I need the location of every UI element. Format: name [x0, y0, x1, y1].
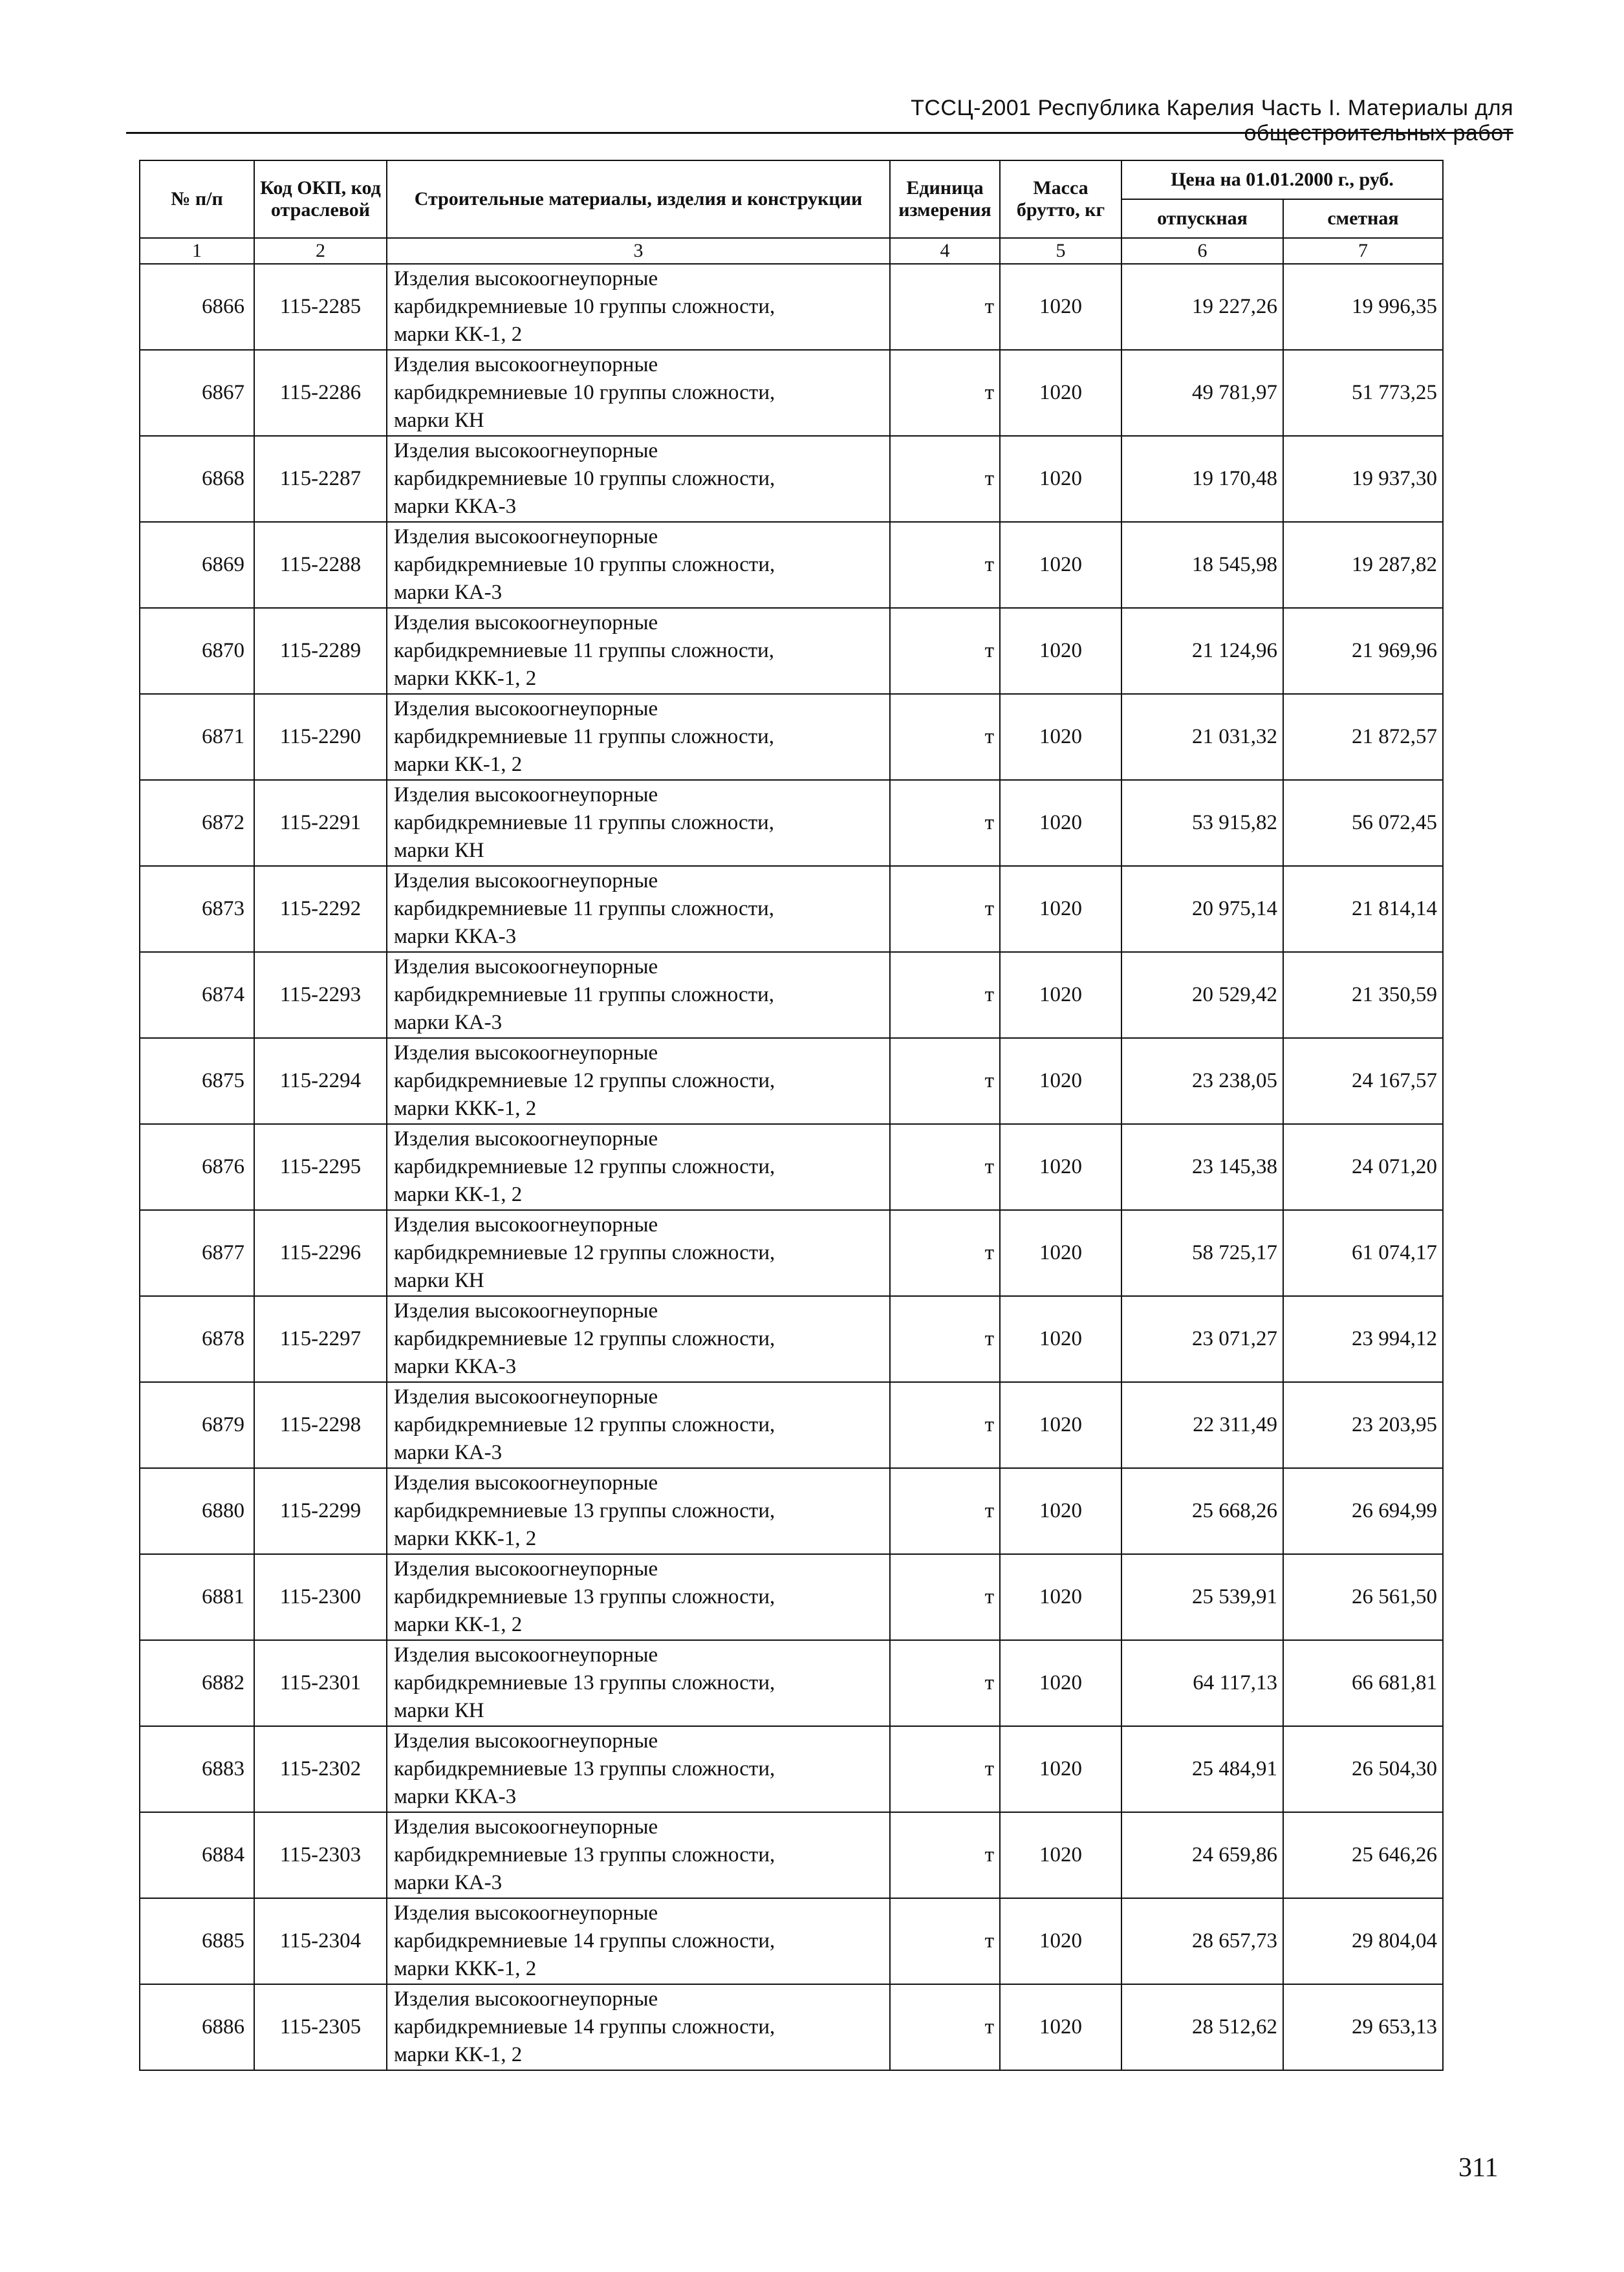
description-line: карбидкремниевые 13 группы сложности, — [394, 1671, 775, 1694]
row-description — [387, 436, 890, 522]
column-number: 5 — [1000, 238, 1121, 264]
row-number: 6876 — [140, 1124, 254, 1210]
description-line: марки ККК-1, 2 — [394, 1527, 537, 1550]
header-rule — [126, 132, 1513, 134]
header-desc: Строительные материалы, изделия и конструкции — [387, 160, 890, 238]
row-number: 6878 — [140, 1296, 254, 1382]
row-code: 115-2288 — [254, 522, 387, 608]
row-price-release: 25 484,91 — [1121, 1726, 1283, 1812]
row-mass: 1020 — [1000, 1640, 1121, 1726]
row-price-release: 23 238,05 — [1121, 1038, 1283, 1124]
table-row — [140, 522, 1443, 608]
row-description — [387, 264, 890, 350]
table-row — [140, 1210, 1443, 1296]
row-code: 115-2292 — [254, 866, 387, 952]
row-unit: т — [890, 522, 1000, 608]
column-number: 2 — [254, 238, 387, 264]
header-code: Код ОКП, код отраслевой — [254, 160, 387, 238]
description-line: марки КН — [394, 1699, 484, 1722]
row-price-release: 25 668,26 — [1121, 1468, 1283, 1554]
row-mass: 1020 — [1000, 1726, 1121, 1812]
description-line: Изделия высокоогнеупорные — [394, 1471, 658, 1495]
row-price-estimate: 24 071,20 — [1283, 1124, 1443, 1210]
row-price-release: 58 725,17 — [1121, 1210, 1283, 1296]
description-line: марки КА-3 — [394, 581, 503, 604]
row-unit: т — [890, 350, 1000, 436]
description-line: Изделия высокоогнеупорные — [394, 611, 658, 634]
row-description — [387, 350, 890, 436]
description-line: Изделия высокоогнеупорные — [394, 1385, 658, 1409]
table-row — [140, 1038, 1443, 1124]
row-mass: 1020 — [1000, 350, 1121, 436]
row-unit: т — [890, 1898, 1000, 1984]
price-table — [139, 160, 1444, 2071]
description-line: марки КК-1, 2 — [394, 323, 523, 346]
description-line: Изделия высокоогнеупорные — [394, 1299, 658, 1323]
row-unit: т — [890, 264, 1000, 350]
price-table-container — [139, 160, 1442, 2071]
row-price-release: 53 915,82 — [1121, 780, 1283, 866]
row-code: 115-2289 — [254, 608, 387, 694]
row-price-estimate: 56 072,45 — [1283, 780, 1443, 866]
header-price-group: Цена на 01.01.2000 г., руб. — [1121, 160, 1443, 199]
row-code: 115-2293 — [254, 952, 387, 1038]
description-line: Изделия высокоогнеупорные — [394, 1901, 658, 1925]
row-price-release: 22 311,49 — [1121, 1382, 1283, 1468]
description-line: марки ККА-3 — [394, 1355, 517, 1378]
row-price-release: 49 781,97 — [1121, 350, 1283, 436]
row-price-estimate: 29 653,13 — [1283, 1984, 1443, 2070]
row-price-estimate: 24 167,57 — [1283, 1038, 1443, 1124]
row-description — [387, 1382, 890, 1468]
description-line: Изделия высокоогнеупорные — [394, 1729, 658, 1753]
row-price-release: 23 071,27 — [1121, 1296, 1283, 1382]
row-price-estimate: 21 350,59 — [1283, 952, 1443, 1038]
row-description — [387, 608, 890, 694]
description-line: карбидкремниевые 10 группы сложности, — [394, 295, 775, 318]
description-line: карбидкремниевые 13 группы сложности, — [394, 1843, 775, 1866]
row-code: 115-2299 — [254, 1468, 387, 1554]
description-line: карбидкремниевые 12 группы сложности, — [394, 1413, 775, 1436]
row-unit: т — [890, 1382, 1000, 1468]
description-line: карбидкремниевые 11 группы сложности, — [394, 725, 775, 748]
row-description — [387, 694, 890, 780]
row-price-estimate: 25 646,26 — [1283, 1812, 1443, 1898]
row-price-release: 64 117,13 — [1121, 1640, 1283, 1726]
description-line: карбидкремниевые 12 группы сложности, — [394, 1069, 775, 1092]
row-price-estimate: 21 814,14 — [1283, 866, 1443, 952]
row-price-estimate: 51 773,25 — [1283, 350, 1443, 436]
description-line: марки КН — [394, 839, 484, 862]
row-number: 6881 — [140, 1554, 254, 1640]
page-number: 311 — [1458, 2153, 1499, 2183]
table-row — [140, 1468, 1443, 1554]
row-code: 115-2305 — [254, 1984, 387, 2070]
table-row — [140, 1124, 1443, 1210]
row-code: 115-2291 — [254, 780, 387, 866]
column-number: 4 — [890, 238, 1000, 264]
row-price-estimate: 61 074,17 — [1283, 1210, 1443, 1296]
description-line: марки КА-3 — [394, 1871, 503, 1894]
description-line: марки ККА-3 — [394, 925, 517, 948]
page-header-title: ТССЦ-2001 Республика Карелия Часть I. Материалы для общестроительных работ — [911, 96, 1513, 146]
header-price-estimate: сметная — [1283, 199, 1443, 238]
row-mass: 1020 — [1000, 1812, 1121, 1898]
row-description — [387, 1554, 890, 1640]
description-line: Изделия высокоогнеупорные — [394, 783, 658, 806]
row-number: 6866 — [140, 264, 254, 350]
row-unit: т — [890, 1210, 1000, 1296]
header-price-release: отпускная — [1121, 199, 1283, 238]
row-price-release: 19 170,48 — [1121, 436, 1283, 522]
row-mass: 1020 — [1000, 1296, 1121, 1382]
row-number: 6886 — [140, 1984, 254, 2070]
row-price-estimate: 21 969,96 — [1283, 608, 1443, 694]
row-price-estimate: 19 287,82 — [1283, 522, 1443, 608]
description-line: марки КН — [394, 1269, 484, 1292]
table-row — [140, 436, 1443, 522]
row-description — [387, 1984, 890, 2070]
row-unit: т — [890, 1812, 1000, 1898]
description-line: марки ККА-3 — [394, 1785, 517, 1808]
row-number: 6880 — [140, 1468, 254, 1554]
description-line: Изделия высокоогнеупорные — [394, 869, 658, 893]
row-number: 6877 — [140, 1210, 254, 1296]
description-line: марки КК-1, 2 — [394, 1613, 523, 1636]
column-numbers-row — [140, 238, 1443, 264]
row-description — [387, 1210, 890, 1296]
row-description — [387, 952, 890, 1038]
row-code: 115-2290 — [254, 694, 387, 780]
row-mass: 1020 — [1000, 436, 1121, 522]
description-line: Изделия высокоогнеупорные — [394, 1213, 658, 1237]
row-mass: 1020 — [1000, 608, 1121, 694]
description-line: карбидкремниевые 13 группы сложности, — [394, 1499, 775, 1522]
row-description — [387, 1468, 890, 1554]
row-price-estimate: 29 804,04 — [1283, 1898, 1443, 1984]
table-row — [140, 1640, 1443, 1726]
row-number: 6883 — [140, 1726, 254, 1812]
table-row — [140, 264, 1443, 350]
row-price-estimate: 19 937,30 — [1283, 436, 1443, 522]
row-unit: т — [890, 1726, 1000, 1812]
row-number: 6885 — [140, 1898, 254, 1984]
description-line: карбидкремниевые 11 группы сложности, — [394, 811, 775, 834]
row-number: 6867 — [140, 350, 254, 436]
row-mass: 1020 — [1000, 1382, 1121, 1468]
table-row — [140, 952, 1443, 1038]
row-price-estimate: 66 681,81 — [1283, 1640, 1443, 1726]
description-line: марки ККА-3 — [394, 495, 517, 518]
row-mass: 1020 — [1000, 780, 1121, 866]
table-row — [140, 780, 1443, 866]
row-code: 115-2302 — [254, 1726, 387, 1812]
row-description — [387, 1038, 890, 1124]
description-line: марки КА-3 — [394, 1011, 503, 1034]
row-number: 6884 — [140, 1812, 254, 1898]
description-line: Изделия высокоогнеупорные — [394, 1557, 658, 1581]
row-unit: т — [890, 608, 1000, 694]
description-line: карбидкремниевые 12 группы сложности, — [394, 1155, 775, 1178]
table-row — [140, 1984, 1443, 2070]
table-row — [140, 694, 1443, 780]
row-price-release: 24 659,86 — [1121, 1812, 1283, 1898]
row-number: 6870 — [140, 608, 254, 694]
row-unit: т — [890, 1468, 1000, 1554]
description-line: карбидкремниевые 11 группы сложности, — [394, 897, 775, 920]
row-unit: т — [890, 1038, 1000, 1124]
row-price-release: 20 529,42 — [1121, 952, 1283, 1038]
row-description — [387, 1898, 890, 1984]
table-row — [140, 866, 1443, 952]
row-mass: 1020 — [1000, 694, 1121, 780]
row-price-release: 21 124,96 — [1121, 608, 1283, 694]
table-body — [140, 264, 1443, 2070]
description-line: карбидкремниевые 13 группы сложности, — [394, 1757, 775, 1780]
description-line: Изделия высокоогнеупорные — [394, 439, 658, 462]
row-unit: т — [890, 1984, 1000, 2070]
row-code: 115-2296 — [254, 1210, 387, 1296]
column-number: 3 — [387, 238, 890, 264]
row-number: 6871 — [140, 694, 254, 780]
description-line: марки ККК-1, 2 — [394, 1957, 537, 1980]
column-number: 7 — [1283, 238, 1443, 264]
description-line: Изделия высокоогнеупорные — [394, 267, 658, 290]
description-line: Изделия высокоогнеупорные — [394, 1041, 658, 1065]
row-number: 6868 — [140, 436, 254, 522]
table-row — [140, 608, 1443, 694]
column-number: 6 — [1121, 238, 1283, 264]
table-header — [140, 160, 1443, 264]
description-line: марки КН — [394, 409, 484, 432]
row-price-estimate: 26 561,50 — [1283, 1554, 1443, 1640]
table-row — [140, 1812, 1443, 1898]
row-price-estimate: 23 203,95 — [1283, 1382, 1443, 1468]
description-line: Изделия высокоогнеупорные — [394, 525, 658, 548]
table-row — [140, 1898, 1443, 1984]
table-row — [140, 1554, 1443, 1640]
row-code: 115-2297 — [254, 1296, 387, 1382]
row-price-estimate: 23 994,12 — [1283, 1296, 1443, 1382]
row-number: 6875 — [140, 1038, 254, 1124]
table-row — [140, 1296, 1443, 1382]
description-line: карбидкремниевые 14 группы сложности, — [394, 2015, 775, 2039]
row-description — [387, 1124, 890, 1210]
row-unit: т — [890, 1296, 1000, 1382]
row-price-release: 19 227,26 — [1121, 264, 1283, 350]
row-price-release: 23 145,38 — [1121, 1124, 1283, 1210]
description-line: Изделия высокоогнеупорные — [394, 955, 658, 979]
description-line: марки ККК-1, 2 — [394, 1097, 537, 1120]
description-line: карбидкремниевые 13 группы сложности, — [394, 1585, 775, 1608]
row-code: 115-2286 — [254, 350, 387, 436]
row-code: 115-2287 — [254, 436, 387, 522]
description-line: карбидкремниевые 12 группы сложности, — [394, 1327, 775, 1350]
row-price-estimate: 19 996,35 — [1283, 264, 1443, 350]
row-description — [387, 522, 890, 608]
row-description — [387, 866, 890, 952]
description-line: карбидкремниевые 11 группы сложности, — [394, 983, 775, 1006]
description-line: карбидкремниевые 12 группы сложности, — [394, 1241, 775, 1264]
row-number: 6872 — [140, 780, 254, 866]
row-number: 6882 — [140, 1640, 254, 1726]
description-line: марки КК-1, 2 — [394, 1183, 523, 1206]
row-unit: т — [890, 1124, 1000, 1210]
row-number: 6879 — [140, 1382, 254, 1468]
row-price-release: 18 545,98 — [1121, 522, 1283, 608]
row-price-estimate: 26 694,99 — [1283, 1468, 1443, 1554]
row-code: 115-2294 — [254, 1038, 387, 1124]
description-line: карбидкремниевые 10 группы сложности, — [394, 381, 775, 404]
row-mass: 1020 — [1000, 952, 1121, 1038]
header-mass: Масса брутто, кг — [1000, 160, 1121, 238]
description-line: Изделия высокоогнеупорные — [394, 1127, 658, 1151]
column-number: 1 — [140, 238, 254, 264]
row-price-release: 25 539,91 — [1121, 1554, 1283, 1640]
row-price-release: 28 512,62 — [1121, 1984, 1283, 2070]
description-line: карбидкремниевые 11 группы сложности, — [394, 639, 775, 662]
row-mass: 1020 — [1000, 264, 1121, 350]
row-unit: т — [890, 694, 1000, 780]
row-unit: т — [890, 780, 1000, 866]
row-description — [387, 1640, 890, 1726]
table-row — [140, 1382, 1443, 1468]
row-mass: 1020 — [1000, 1898, 1121, 1984]
row-code: 115-2300 — [254, 1554, 387, 1640]
description-line: карбидкремниевые 10 группы сложности, — [394, 467, 775, 490]
row-code: 115-2301 — [254, 1640, 387, 1726]
row-mass: 1020 — [1000, 866, 1121, 952]
row-mass: 1020 — [1000, 1124, 1121, 1210]
row-code: 115-2285 — [254, 264, 387, 350]
description-line: карбидкремниевые 10 группы сложности, — [394, 553, 775, 576]
description-line: карбидкремниевые 14 группы сложности, — [394, 1929, 775, 1953]
row-code: 115-2298 — [254, 1382, 387, 1468]
description-line: марки КК-1, 2 — [394, 753, 523, 776]
row-code: 115-2295 — [254, 1124, 387, 1210]
table-row — [140, 350, 1443, 436]
row-code: 115-2303 — [254, 1812, 387, 1898]
row-description — [387, 1296, 890, 1382]
row-unit: т — [890, 436, 1000, 522]
description-line: Изделия высокоогнеупорные — [394, 697, 658, 720]
row-mass: 1020 — [1000, 1554, 1121, 1640]
row-price-estimate: 26 504,30 — [1283, 1726, 1443, 1812]
row-unit: т — [890, 1640, 1000, 1726]
header-num: № п/п — [140, 160, 254, 238]
row-mass: 1020 — [1000, 1984, 1121, 2070]
row-description — [387, 1726, 890, 1812]
description-line: Изделия высокоогнеупорные — [394, 1815, 658, 1839]
row-code: 115-2304 — [254, 1898, 387, 1984]
row-mass: 1020 — [1000, 1468, 1121, 1554]
row-mass: 1020 — [1000, 522, 1121, 608]
row-description — [387, 1812, 890, 1898]
row-number: 6873 — [140, 866, 254, 952]
description-line: марки КА-3 — [394, 1441, 503, 1464]
row-unit: т — [890, 866, 1000, 952]
header-unit: Единица измерения — [890, 160, 1000, 238]
row-price-release: 20 975,14 — [1121, 866, 1283, 952]
row-mass: 1020 — [1000, 1038, 1121, 1124]
row-price-release: 21 031,32 — [1121, 694, 1283, 780]
row-price-estimate: 21 872,57 — [1283, 694, 1443, 780]
row-number: 6874 — [140, 952, 254, 1038]
row-unit: т — [890, 952, 1000, 1038]
row-description — [387, 780, 890, 866]
description-line: Изделия высокоогнеупорные — [394, 353, 658, 376]
description-line: Изделия высокоогнеупорные — [394, 1643, 658, 1667]
description-line: Изделия высокоогнеупорные — [394, 1987, 658, 2011]
row-number: 6869 — [140, 522, 254, 608]
row-mass: 1020 — [1000, 1210, 1121, 1296]
description-line: марки КК-1, 2 — [394, 2043, 523, 2066]
description-line: марки ККК-1, 2 — [394, 667, 537, 690]
row-price-release: 28 657,73 — [1121, 1898, 1283, 1984]
table-row — [140, 1726, 1443, 1812]
row-unit: т — [890, 1554, 1000, 1640]
